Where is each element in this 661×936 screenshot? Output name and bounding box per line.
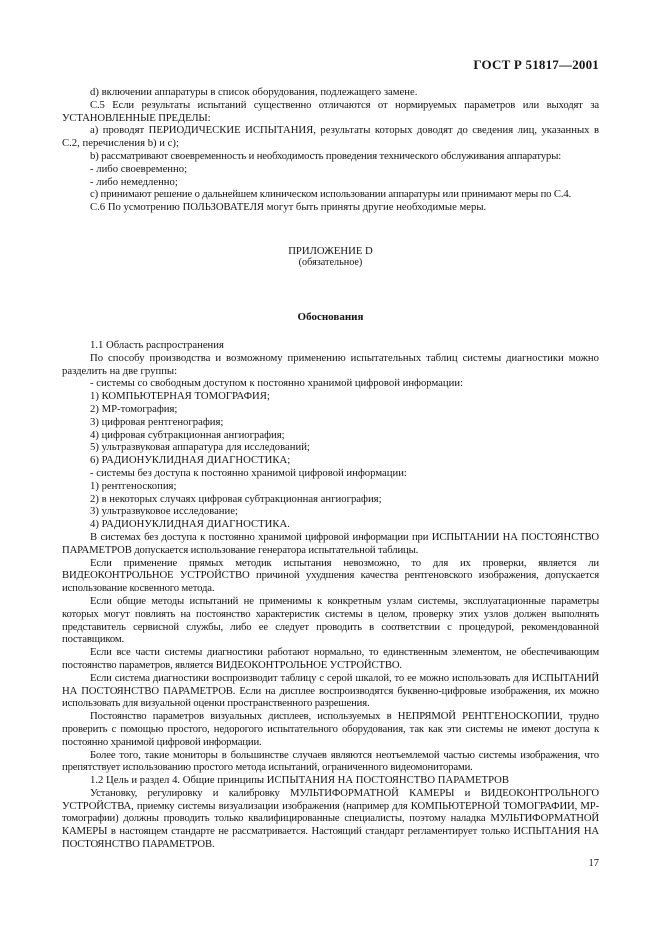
list-item-c: с) принимают решение о дальнейшем клиническом использовании аппаратуры или принимают меры по С.4. (90, 188, 572, 201)
list-dash-item: - либо своевременно; (90, 162, 188, 175)
list-dash-item: - либо немедленно; (90, 175, 178, 188)
list-item: 4) цифровая субтракционная ангиография; (90, 428, 285, 441)
subsection-heading: 1.1 Область распространения (90, 339, 224, 351)
standard-code: ГОСТ Р 51817—2001 (473, 57, 599, 72)
paragraph: Если все части системы диагностики работают нормально, то единственным элементом, не обеспечивающим постоянство параметров, является ВИДЕОКОНТРОЛЬНОЕ УСТРОЙСТВО. (62, 646, 599, 671)
list-item: 1) КОМПЬЮТЕРНАЯ ТОМОГРАФИЯ; (90, 390, 270, 403)
list-item-b: b) рассматривают своевременность и необходимость проведения технического обслуживания аппаратуры: (90, 149, 562, 162)
list-dash-item: - системы без доступа к постоянно хранимой цифровой информации: (90, 466, 407, 479)
list-item: 6) РАДИОНУКЛИДНАЯ ДИАГНОСТИКА; (90, 454, 291, 467)
list-item: 5) ультразвуковая аппаратура для исследований; (90, 441, 310, 454)
annex-heading: ПРИЛОЖЕНИЕ D (288, 245, 373, 257)
page-number: 17 (588, 858, 599, 869)
list-item: 1) рентгеноскопия; (90, 479, 177, 492)
annex-title: Обоснования (297, 311, 364, 323)
list-item-a: а) проводят ПЕРИОДИЧЕСКИЕ ИСПЫТАНИЯ, результаты которых доводят до сведения лиц, указанных в С.2, перечисления b) и с); (62, 124, 599, 150)
clause-c5: С.5 Если результаты испытаний существенно отличаются от нормируемых параметров или выходят за УСТАНОВЛЕННЫЕ ПРЕДЕЛЫ: (62, 98, 599, 124)
list-dash-item: - системы со свободным доступом к постоянно хранимой цифровой информации: (90, 377, 464, 390)
paragraph: По способу производства и возможному применению испытательных таблиц системы диагностики можно разделить на две группы: (62, 351, 599, 377)
paragraph: Если общие методы испытаний не применимы к конкретным узлам системы, эксплуатационные параметры которых могут повлиять на постоянство характеристик системы в целом, проверку этих узлов должен выполнять представитель сервисной службы, либо ее следует проводить в соответствии с процедурой, рекомендованной поставщиком. (62, 594, 599, 646)
paragraph: Установку, регулировку и калибровку МУЛЬТИФОРМАТНОЙ КАМЕРЫ и ВИДЕОКОНТРОЛЬНОГО УСТРОЙСТВА, приемку системы визуализации изображения (например для КОМПЬЮТЕРНОЙ ТОМОГРАФИИ, МР-томографии) должны проводить только квалифицированные специалисты, поэтому наладка МУЛЬТИФОРМАТНОЙ КАМЕРЫ в настоящем стандарте не рассматривается. Настоящий стандарт регламентирует только ИСПЫТАНИЯ НА ПОСТОЯНСТВО ПАРАМЕТРОВ. (62, 786, 599, 851)
list-item: 4) РАДИОНУКЛИДНАЯ ДИАГНОСТИКА. (90, 518, 290, 531)
clause-c6: С.6 По усмотрению ПОЛЬЗОВАТЕЛЯ могут быть приняты другие необходимые меры. (90, 201, 487, 214)
paragraph: Если применение прямых методик испытания невозможно, то для их проверки, является ли ВИДЕОКОНТРОЛЬНОЕ УСТРОЙСТВО причиной ухудшения качества рентгеновского изображения, допускается использование косвенного метода. (62, 556, 599, 595)
paragraph: Более того, такие мониторы в большинстве случаев являются неотъемлемой частью системы изображения, что препятствует использованию простого метода испытаний, ограниченного видеомониторами. (62, 748, 599, 774)
list-item: 3) ультразвуковое исследование; (90, 505, 238, 518)
list-item: 3) цифровая рентгенография; (90, 415, 224, 428)
list-item: 2) МР-томография; (90, 402, 178, 415)
annex-c-continuation (62, 86, 599, 214)
list-item: 2) в некоторых случаях цифровая субтракционная ангиография; (90, 492, 382, 505)
subsection-heading: 1.2 Цель и раздел 4. Общие принципы ИСПЫТАНИЯ НА ПОСТОЯНСТВО ПАРАМЕТРОВ (90, 774, 509, 787)
paragraph: Если система диагностики воспроизводит таблицу с серой шкалой, то ее можно использовать для ИСПЫТАНИЙ НА ПОСТОЯНСТВО ПАРАМЕТРОВ. Если на дисплее воспроизводятся буквенно-цифровые изображения, их можно использовать для визуальной оценки пространственного разрешения. (62, 671, 599, 710)
paragraph: В системах без доступа к постоянно хранимой цифровой информации при ИСПЫТАНИИ НА ПОСТОЯНСТВО ПАРАМЕТРОВ допускается использование генератора испытательной таблицы. (62, 530, 599, 556)
paragraph: Постоянство параметров визуальных дисплеев, используемых в НЕПРЯМОЙ РЕНТГЕНОСКОПИИ, трудно проверить с помощью простого, недорогого испытательного оборудования, так как эти системы не имеют доступа к постоянно хранимой цифровой информации. (62, 710, 599, 748)
annex-status: (обязательное) (298, 257, 363, 268)
list-item-d: d) включении аппаратуры в список оборудования, подлежащего замене. (90, 86, 418, 98)
annex-d-body (62, 339, 599, 851)
